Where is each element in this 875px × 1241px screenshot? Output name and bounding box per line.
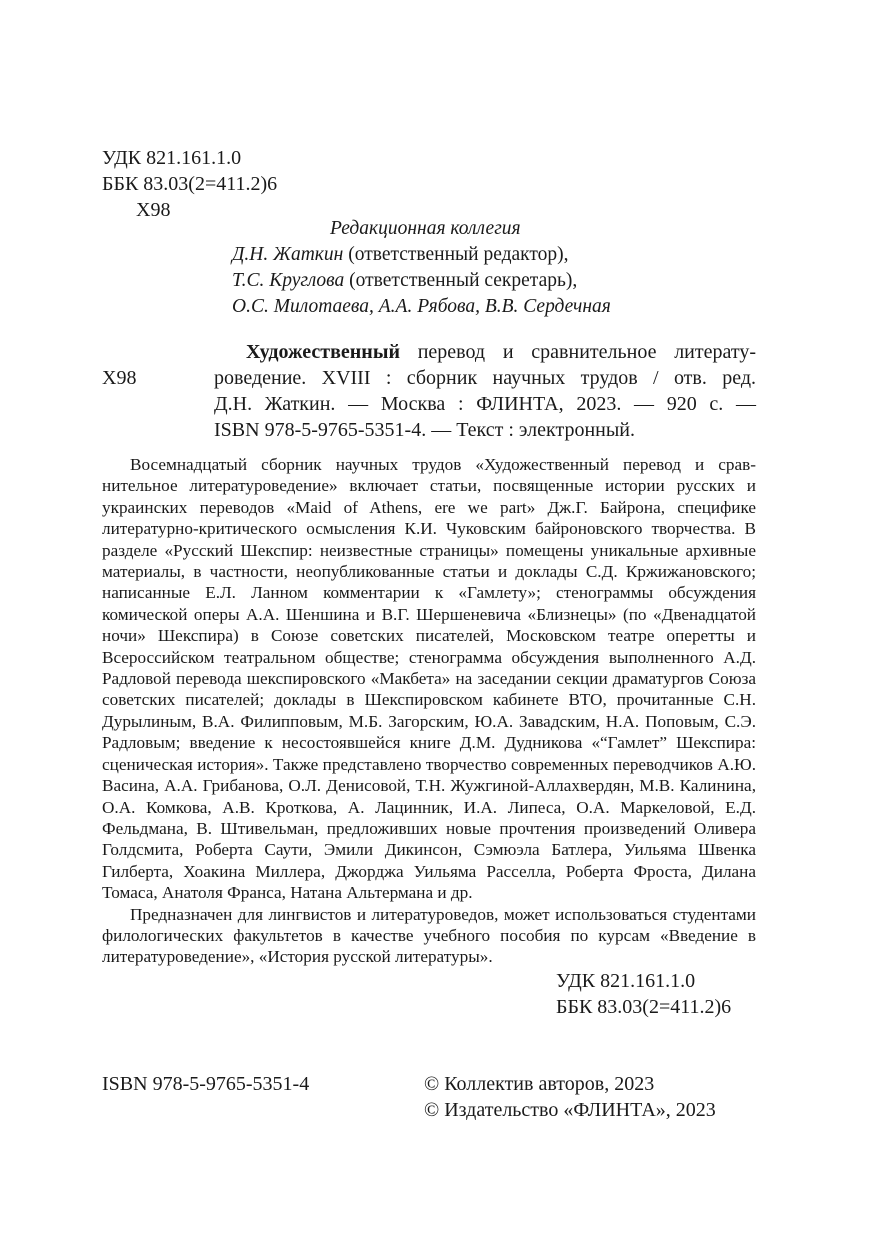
catalog-author-mark: Х98 (102, 367, 137, 389)
editorial-board-heading: Редакционная коллегия (330, 218, 521, 239)
author-mark: Х98 (136, 199, 171, 221)
catalog-line-4: ISBN 978-5-9765-5351-4. — Текст : электронный. (214, 419, 635, 441)
bottom-udk-code: УДК 821.161.1.0 (556, 970, 696, 992)
annotation-paragraph-2: Предназначен для лингвистов и литературоведов, может использоваться студентами филологических факультетов в качестве учебного пособия по курсам «Введение в литературоведение», «История русской литературы». (102, 904, 756, 967)
copyright-publisher: © Издательство «ФЛИНТА», 2023 (424, 1099, 716, 1121)
udk-code: УДК 821.161.1.0 (102, 147, 242, 169)
board-member-name: Т.С. Круглова (232, 270, 345, 291)
board-member-role: (ответственный секретарь), (344, 270, 578, 291)
isbn: ISBN 978-5-9765-5351-4 (102, 1073, 310, 1095)
board-member-name: Д.Н. Жаткин (232, 244, 344, 265)
catalog-line-3: Д.Н. Жаткин. — Москва : ФЛИНТА, 2023. — 920 с. — (214, 393, 756, 415)
bbk-code: ББК 83.03(2=411.2)6 (102, 173, 278, 195)
catalog-title-bold: Художественный (246, 341, 400, 363)
annotation-paragraph-1: Восемнадцатый сборник научных трудов «Художественный перевод и сравнительное литературоведение» включает статьи, посвященные истории русских и украинских переводов «Maid of Athens, ere we part» Дж.Г. Байрона, специфике литературно-критического осмысления К.И. Чуковским байроновского творчества. В разделе «Русский Шекспир: неизвестные страницы» помещены уникальные архивные материалы, в частности, неопубликованные статьи и доклады С.Д. Кржижановского; написанные Е.Л. Ланном комментарии к «Гамлету»; стенограммы обсуждения комической оперы А.А. Шеншина и В.Г. Шершеневича «Близнецы» (по «Двенадцатой ночи» Шекспира) в Союзе советских писателей, Московском театре оперетты и Всероссийском театральном обществе; стенограмма обсуждения выполненного А.Д. Радловой перевода шекспировского «Макбета» на заседании секции драматургов Союза советских писателей; доклады в Шекспировском кабинете ВТО, прочитанные С.Н. Дурылиным, В.А. Филипповым, М.Б. Загорским, Ю.А. Завадским, Н.А. Поповым, С.Э. Радловым; введение к несостоявшейся книге Д.М. Дудникова «“Гамлет” Шекспира: сценическая история». Также представлено творчество современных переводчиков А.Ю. Васина, А.А. Грибанова, О.Л. Денисовой, Т.Н. Жужгиной-Аллахвердян, М.В. Калинина, О.А. Комкова, А.В. Кроткова, А. Лацинник, И.А. Липеса, О.А. Маркеловой, Е.Д. Фельдмана, В. Штивельман, предложивших новые прочтения произведений Оливера Голдсмита, Роберта Саути, Эмили Дикинсон, Сэмюэла Батлера, Уильяма Швенка Гилберта, Хоакина Миллера, Джорджа Уильяма Расселла, Роберта Фроста, Дилана Томаса, Анатоля Франса, Натана Альтермана и др. (102, 455, 756, 903)
catalog-line-1: Художественный перевод и сравнительное литерату- (246, 341, 756, 363)
board-member-3 (232, 294, 611, 320)
board-member-1 (232, 242, 569, 268)
annotation (102, 454, 756, 968)
board-member-name: О.С. Милотаева, А.А. Рябова, В.В. Сердечная (232, 296, 611, 317)
board-member-role: (ответственный редактор), (343, 244, 569, 265)
copyright-authors: © Коллектив авторов, 2023 (424, 1073, 655, 1095)
catalog-line-2: роведение. XVIII : сборник научных трудов / отв. ред. (214, 367, 756, 389)
bottom-bbk-code: ББК 83.03(2=411.2)6 (556, 996, 732, 1018)
board-member-2 (232, 268, 577, 294)
